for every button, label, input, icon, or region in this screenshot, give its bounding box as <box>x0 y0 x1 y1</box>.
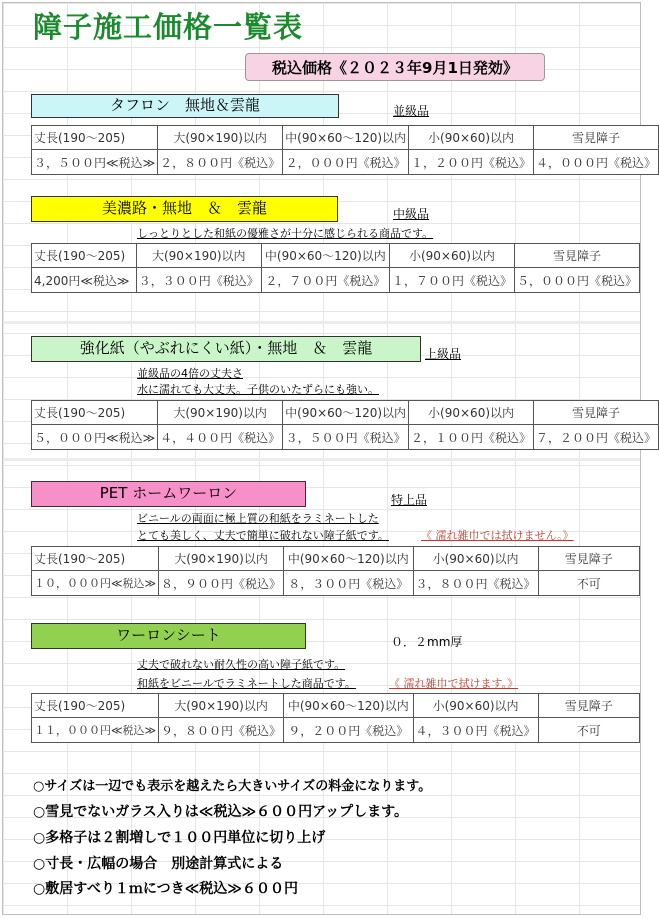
price-cell: ３，５００円≪税込≫ <box>32 150 158 175</box>
price-cell: ３，３００円《税込》 <box>136 268 261 293</box>
separator <box>3 458 640 461</box>
col-header: 中(90×60～120)以内 <box>283 126 409 150</box>
section-note: しっとりとした和紙の優雅さが十分に感じられる商品です。 <box>137 227 434 240</box>
page-title: 障子施工価格一覧表 <box>33 10 304 44</box>
price-cell: ８，９００円《税込》 <box>159 571 284 596</box>
section-note: 水に濡れても大丈夫。子供のいたずらにも強い。 <box>137 383 379 396</box>
section-header-pet: PET ホームワーロン <box>31 481 306 507</box>
col-header: 丈長(190～205) <box>32 244 137 268</box>
price-cell: ３，８００円《税込》 <box>413 571 538 596</box>
section-note: 丈夫で破れない耐久性の高い障子紙です。 <box>137 658 346 671</box>
col-header: 雪見障子 <box>538 694 639 718</box>
price-sheet <box>2 2 657 915</box>
col-header: 丈長(190～205) <box>32 401 158 425</box>
col-header: 雪見障子 <box>514 244 639 268</box>
price-cell: ４，３００円《税込》 <box>413 718 538 743</box>
price-cell: ２，０００円《税込》 <box>283 150 409 175</box>
table-row <box>32 268 640 293</box>
col-header: 雪見障子 <box>534 126 659 150</box>
price-cell: １，７００円《税込》 <box>389 268 514 293</box>
section-grade: 特上品 <box>391 493 428 507</box>
price-cell: 不可 <box>538 718 639 743</box>
table-row <box>32 718 640 743</box>
footnote: ○多格子は２割増しで１００円単位に切り上げ <box>33 830 326 846</box>
col-header: 丈長(190～205) <box>32 694 159 718</box>
table-row <box>32 425 659 450</box>
separator <box>3 321 640 324</box>
section-note: 並級品の4倍の丈夫さ <box>137 367 243 380</box>
price-cell: ７，２００円《税込》 <box>534 425 659 450</box>
price-table <box>31 693 640 743</box>
table-header-row <box>32 694 640 718</box>
col-header: 雪見障子 <box>534 401 659 425</box>
col-header: 中(90×60～120)以内 <box>283 401 409 425</box>
price-table <box>31 243 640 293</box>
section-note: 和紙をビニールでラミネートした商品です。 <box>137 677 356 690</box>
col-header: 大(90×190)以内 <box>159 547 284 571</box>
footnote: ○寸長・広幅の場合 別途計算式による <box>33 856 284 872</box>
section-header-minoji: 美濃路・無地 ＆ 雲龍 <box>31 196 338 222</box>
price-cell: ４，０００円《税込》 <box>534 150 659 175</box>
price-table <box>31 546 640 596</box>
warning-note: 《 濡れ雑巾で拭けます。》 <box>389 677 519 690</box>
col-header: 小(90×60)以内 <box>413 694 538 718</box>
col-header: 大(90×190)以内 <box>136 244 261 268</box>
table-row <box>32 571 640 596</box>
section-grade: 並級品 <box>393 104 430 118</box>
col-header: 雪見障子 <box>538 547 639 571</box>
footnote: ○サイズは一辺でも表示を越えたら大きいサイズの料金になります。 <box>33 779 432 794</box>
price-table <box>31 125 659 175</box>
col-header: 中(90×60～120)以内 <box>284 694 414 718</box>
price-cell: ２，８００円《税込》 <box>158 150 283 175</box>
section-header-tafron: タフロン 無地＆雲龍 <box>31 94 339 118</box>
price-cell: 不可 <box>538 571 639 596</box>
section-note: とても美しく、丈夫で簡単に破れない障子紙です。 <box>137 529 389 542</box>
price-cell: ９，８００円《税込》 <box>159 718 284 743</box>
section-header-kyoukashi: 強化紙（やぶれにくい紙）・無地 ＆ 雲龍 <box>31 336 421 362</box>
price-cell: ９，２００円《税込》 <box>284 718 414 743</box>
price-cell: ２，１００円《税込》 <box>409 425 534 450</box>
section-grade: 上級品 <box>425 347 462 361</box>
price-cell: １０，０００円≪税込≫ <box>32 571 159 596</box>
table-header-row <box>32 244 640 268</box>
col-header: 中(90×60～120)以内 <box>261 244 389 268</box>
price-cell: ３，５００円《税込》 <box>283 425 409 450</box>
col-header: 丈長(190～205) <box>32 547 159 571</box>
col-header: 大(90×190)以内 <box>159 694 284 718</box>
price-cell: ４，４００円《税込》 <box>158 425 283 450</box>
table-row <box>32 150 659 175</box>
table-header-row <box>32 547 640 571</box>
date-band: 税込価格《２０２３年9月1日発効》 <box>245 53 545 81</box>
col-header: 小(90×60)以内 <box>409 126 534 150</box>
col-header: 小(90×60)以内 <box>409 401 534 425</box>
price-cell: ８，３００円《税込》 <box>284 571 414 596</box>
price-cell: ２，７００円《税込》 <box>261 268 389 293</box>
col-header: 小(90×60)以内 <box>389 244 514 268</box>
price-table <box>31 400 659 450</box>
col-header: 中(90×60～120)以内 <box>284 547 414 571</box>
table-header-row <box>32 126 659 150</box>
table-header-row <box>32 401 659 425</box>
price-cell: １，２００円《税込》 <box>409 150 534 175</box>
price-cell: ５，０００円《税込》 <box>514 268 639 293</box>
price-cell: ５，０００円≪税込≫ <box>32 425 158 450</box>
col-header: 大(90×190)以内 <box>158 126 283 150</box>
col-header: 丈長(190～205) <box>32 126 158 150</box>
warning-note: 《 濡れ雑巾では拭けません。》 <box>421 529 574 542</box>
section-grade: 中級品 <box>393 207 430 221</box>
col-header: 小(90×60)以内 <box>413 547 538 571</box>
price-cell: 4,200円≪税込≫ <box>32 268 137 293</box>
footnote: ○雪見でないガラス入りは≪税込≫６００円アップします。 <box>33 804 409 820</box>
section-header-waron-sheet: ワーロンシート <box>31 623 306 649</box>
footnote: ○敷居すべり１ｍにつき≪税込≫６００円 <box>33 881 298 897</box>
col-header: 大(90×190)以内 <box>158 401 283 425</box>
price-cell: １１，０００円≪税込≫ <box>32 718 159 743</box>
section-note: ビニールの両面に極上質の和紙をラミネートした <box>137 512 379 525</box>
section-grade: ０．２mm厚 <box>391 635 463 649</box>
